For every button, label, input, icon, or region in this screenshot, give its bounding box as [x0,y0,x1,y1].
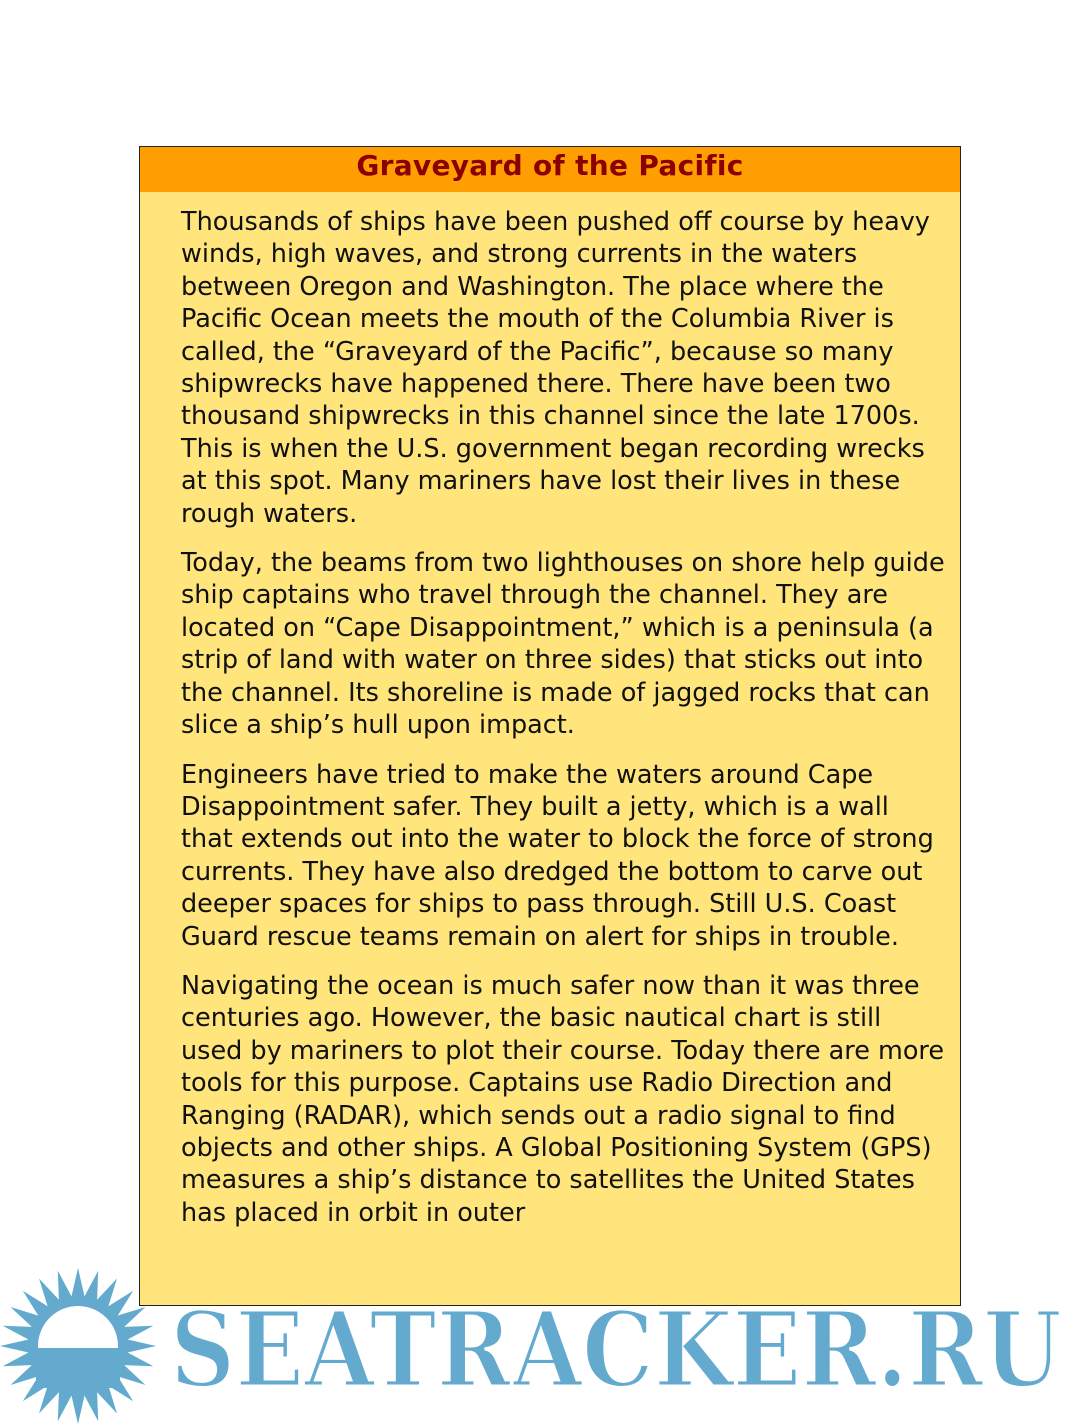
article-paragraph: Engineers have tried to make the waters around Cape Disappointment safer. They built a jetty, which is a wall that extends out into the water to block the force of strong currents. They have also dredged the bottom to carve out deeper spaces for ships to pass through. Still U.S. Coast Guard rescue teams remain on alert for ships in trouble. [181,759,934,952]
watermark-text: SEATRACKER.RU [170,1288,1062,1411]
article-body [140,192,960,1305]
article-paragraph: Thousands of ships have been pushed off course by heavy winds, high waves, and strong currents in the waters between Oregon and Washington. The place where the Pacific Ocean meets the mouth of the Columbia River is called, the “Graveyard of the Pacific”, because so many shipwrecks have happened there. There have been two thousand shipwrecks in this channel since the late 1700s. This is when the U.S. government began recording wrecks at this spot. Many mariners have lost their lives in these rough waters. [181,207,930,529]
article-paragraph: Navigating the ocean is much safer now than it was three centuries ago. However, the basic nautical chart is still used by mariners to plot their course. Today there are more tools for this purpose. Captains use Radio Direction and Ranging (RADAR), which sends out a radio signal to find objects and other ships. A Global Positioning System (GPS) measures a ship’s distance to satellites the United States has placed in orbit in outer [181,970,945,1228]
article-box [139,146,961,1306]
article-paragraph: Today, the beams from two lighthouses on shore help guide ship captains who travel through the channel. They are located on “Cape Disappointment,” which is a peninsula (a strip of land with water on three sides) that sticks out into the channel. Its shoreline is made of jagged rocks that can slice a ship’s hull upon impact. [181,548,945,741]
article-header: Graveyard of the Pacific [140,147,960,192]
watermark [0,1268,1080,1425]
sun-icon [0,1268,156,1424]
